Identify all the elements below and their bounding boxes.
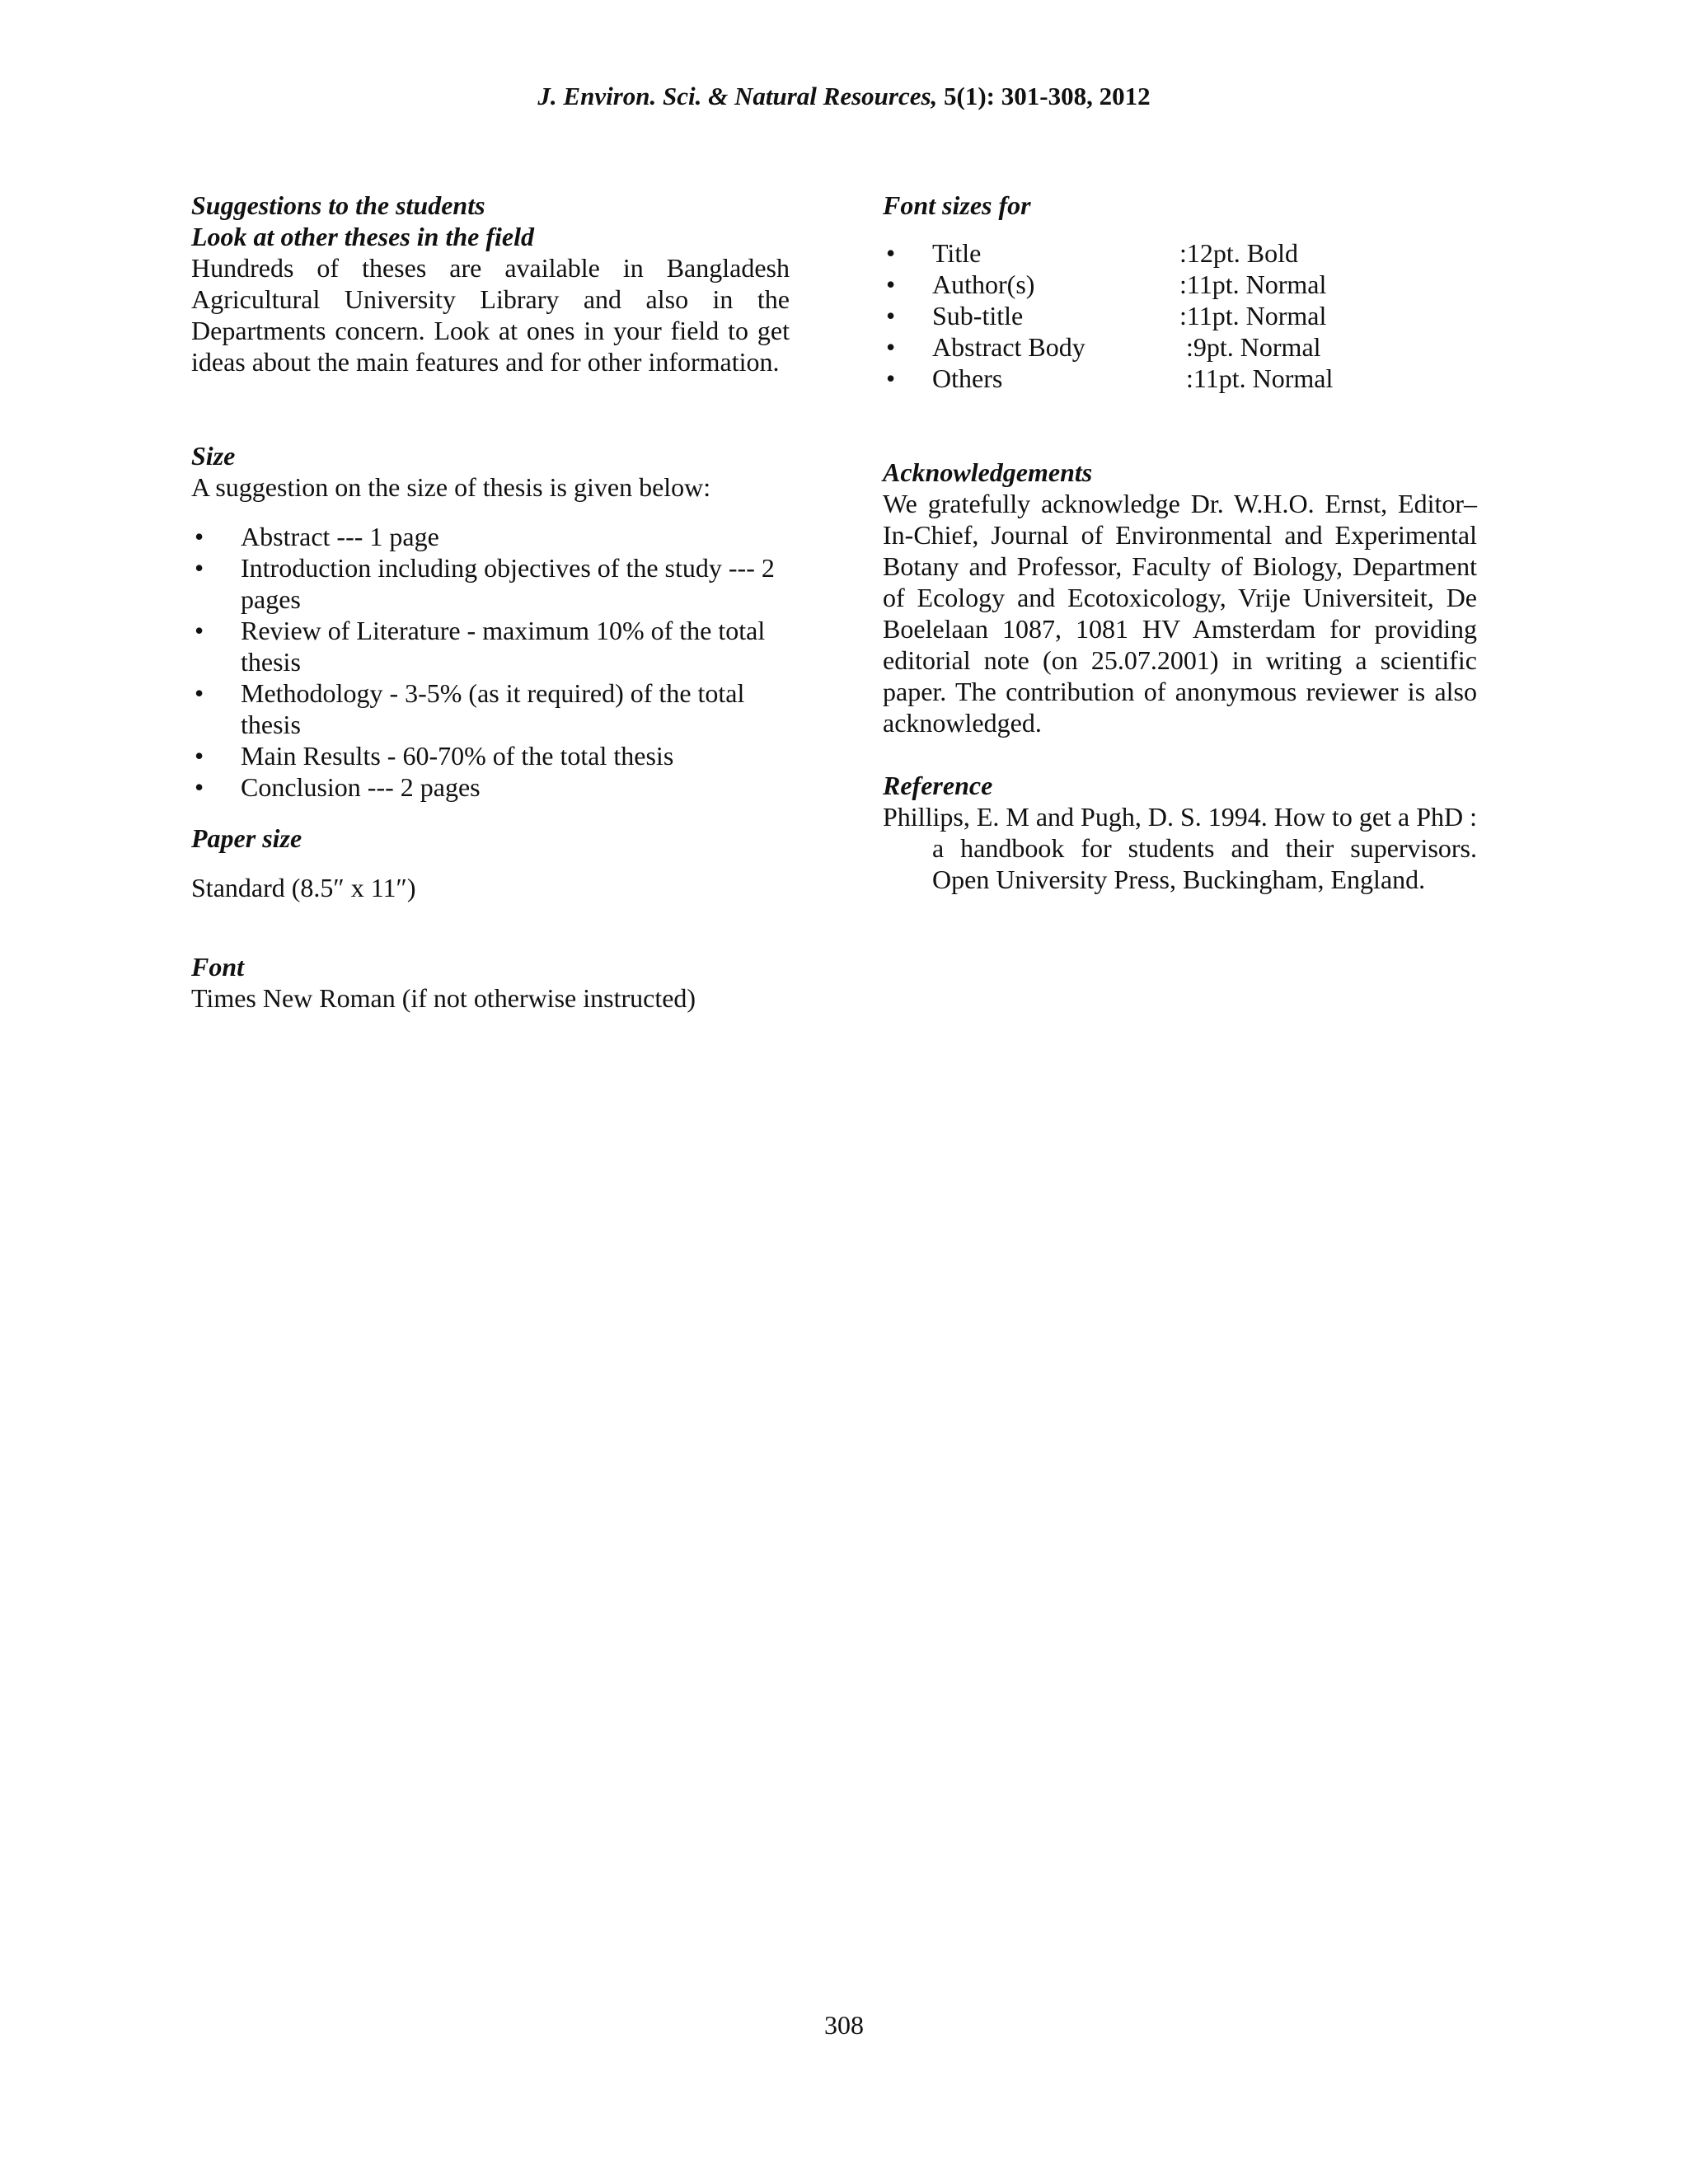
bullet-icon: • [195,772,204,802]
bullet-icon: • [886,269,896,299]
list-item: • Abstract Body :9pt. Normal [886,332,1321,362]
font-sizes-list [883,237,1477,394]
journal-name: J. Environ. Sci. & Natural Resources, [537,82,938,110]
bullet-icon: • [195,741,204,771]
right-column [883,190,1477,895]
list-item: • Abstract --- 1 page [195,522,439,551]
bullet-icon: • [886,363,896,393]
font-text: Times New Roman (if not otherwise instructed) [191,983,696,1013]
paper-size-heading: Paper size [191,823,302,853]
page-number: 308 [824,2010,864,2040]
size-heading: Size [191,441,236,471]
bullet-icon: • [886,301,896,330]
bullet-icon: • [195,616,204,645]
journal-citation: 5(1): 301-308, 2012 [944,82,1151,110]
list-item: • Introduction including objectives of the study --- 2 pages [195,553,775,614]
paper-size-text: Standard (8.5″ x 11″) [191,873,416,902]
list-item: • Methodology - 3-5% (as it required) of the total thesis [195,678,745,739]
acknowledgements-text: We gratefully acknowledge Dr. W.H.O. Ernst, Editor–In-Chief, Journal of Environmental and Experimental Botany and Professor, Faculty of Biology, Department of Ecology and Ecotoxicology, Vrije Universiteit, De Boelelaan 1087, 1081 HV Amsterdam for providing editorial note (on 25.07.2001) in writing a scientific paper. The contribution of anonymous reviewer is also acknowledged. [883,489,1477,738]
list-item: • Conclusion --- 2 pages [195,772,481,802]
font-sizes-heading: Font sizes for [883,190,1031,220]
list-item: • Main Results - 60-70% of the total thesis [195,741,674,771]
bullet-icon: • [886,332,896,362]
font-heading: Font [191,952,245,982]
acknowledgements-heading: Acknowledgements [883,457,1093,487]
look-heading: Look at other theses in the field [191,222,534,251]
bullet-icon: • [195,678,204,708]
bullet-icon: • [886,238,896,268]
list-item: • Title :12pt. Bold [886,238,1299,268]
reference-heading: Reference [883,771,993,800]
size-list [191,521,790,803]
bullet-icon: • [195,553,204,583]
bullet-icon: • [195,522,204,551]
look-paragraph: Hundreds of theses are available in Bangladesh Agricultural University Library and also in the Departments concern. Look at ones in your field to get ideas about the main features and for other information. [191,253,790,377]
left-column [191,190,790,1014]
reference-entry: Phillips, E. M and Pugh, D. S. 1994. How to get a PhD : a handbook for students and their supervisors. Open University Press, Buckingham, England. [883,802,1477,894]
list-item: • Author(s) :11pt. Normal [886,269,1327,299]
list-item: • Review of Literature - maximum 10% of the total thesis [195,616,766,677]
list-item: • Sub-title :11pt. Normal [886,301,1327,330]
list-item: • Others :11pt. Normal [886,363,1334,393]
suggestions-heading: Suggestions to the students [191,190,485,220]
running-head [0,81,1688,112]
size-intro: A suggestion on the size of thesis is given below: [191,472,711,502]
